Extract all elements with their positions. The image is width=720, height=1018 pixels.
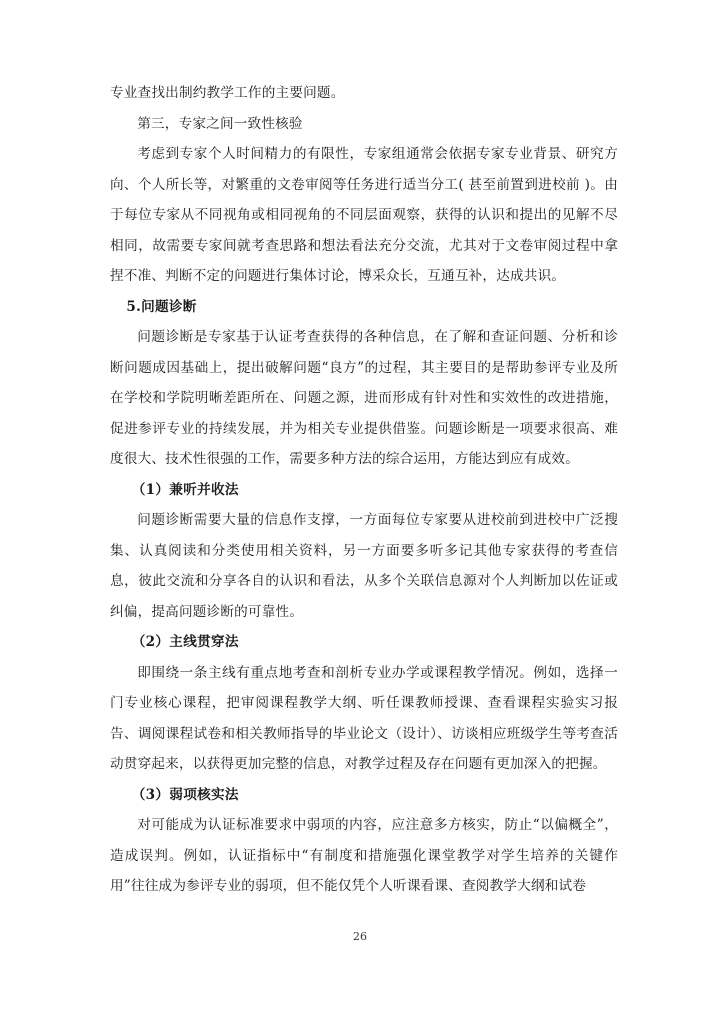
paragraph-expert-division: 考虑到专家个人时间精力的有限性，专家组通常会依据专家专业背景、研究方向、个人所长等，对繁重的文卷审阅等任务进行适当分工( 甚至前置到进校前 )。由于每位专家从不同视角或相同视角的不同层面观察，获得的认识和提出的见解不尽相同，故需要专家间就考查思路和想法看法充分交流，尤其对于文卷审阅过程中拿捏不准、判断不定的问题进行集体讨论，博采众长，互通互补，达成共识。 [110,146,618,284]
heading-problem-diagnosis: 5.问题诊断 [126,298,197,315]
document-body [110,78,618,902]
subheading-listen-and-absorb: （1）兼听并收法 [131,481,239,498]
paragraph-diagnosis-definition: 问题诊断是专家基于认证考查获得的各种信息，在了解和查证问题、分析和诊断问题成因基础上，提出破解问题“良方”的过程，其主要目的是帮助参评专业及所在学校和学院明晰差距所在、问题之源，进而形成有针对性和实效性的改进措施，促进参评专业的持续发展，并为相关专业提供借鉴。问题诊断是一项要求很高、难度很大、技术性很强的工作，需要多种方法的综合运用，方能达到应有成效。 [110,329,618,467]
subheading-main-thread: （2）主线贯穿法 [131,634,239,650]
paragraph-third-consistency: 第三，专家之间一致性核验 [137,115,303,132]
paragraph-continuation: 专业查找出制约教学工作的主要问题。 [110,85,345,101]
subheading-weak-item-verification: （3）弱项核实法 [131,786,239,803]
page-number: 26 [353,930,367,943]
paragraph-main-thread-body: 即围绕一条主线有重点地考查和剖析专业办学或课程教学情况。例如，选择一门专业核心课程，把审阅课程教学大纲、听任课教师授课、查看课程实验实习报告、调阅课程试卷和相关教师指导的毕业论文（设计）、访谈相应班级学生等考查活动贯穿起来，以获得更加完整的信息，对教学过程及存在问题有更加深入的把握。 [110,664,618,772]
paragraph-weak-item-body: 对可能成为认证标准要求中弱项的内容，应注意多方核实，防止“以偏概全”，造成误判。例如，认证指标中“有制度和措施强化课堂教学对学生培养的关键作用”往往成为参评专业的弱项，但不能仅凭个人听课看课、查阅教学大纲和试卷 [110,817,618,894]
paragraph-listen-and-absorb-body: 问题诊断需要大量的信息作支撑，一方面每位专家要从进校前到进校中广泛搜集、认真阅读和分类使用相关资料，另一方面要多听多记其他专家获得的考查信息，彼此交流和分享各自的认识和看法，从多个关联信息源对个人判断加以佐证或纠偏，提高问题诊断的可靠性。 [110,512,618,620]
